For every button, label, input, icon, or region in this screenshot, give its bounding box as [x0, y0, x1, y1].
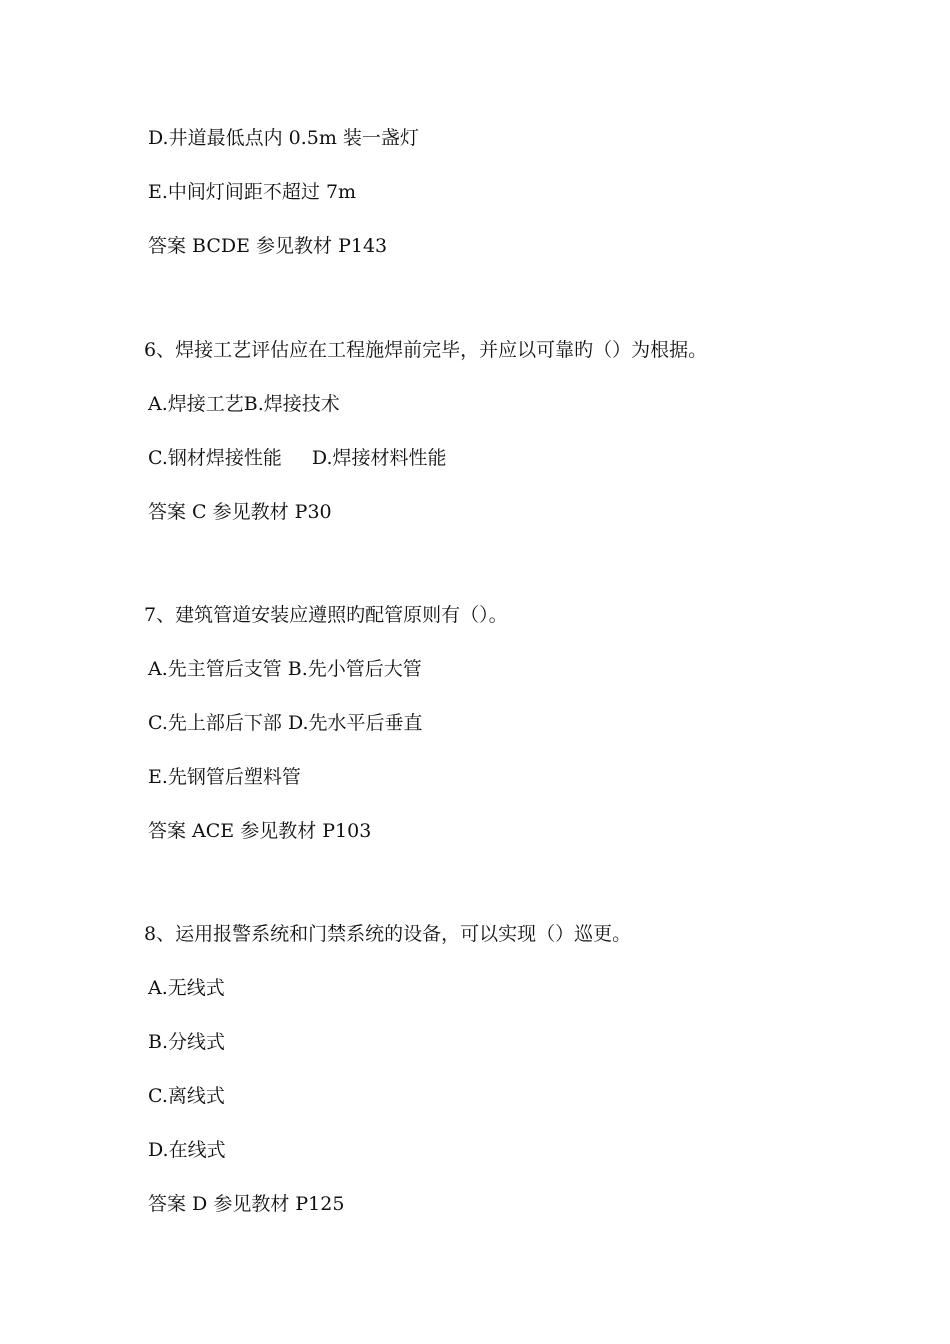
- q7-option-e: E.先钢管后塑料管: [148, 766, 301, 788]
- q5-option-e: E.中间灯间距不超过 7m: [148, 181, 357, 203]
- q6-option-cd-row: [148, 446, 447, 470]
- q5-answer: 答案 BCDE 参见教材 P143: [148, 235, 388, 257]
- q7-option-cd: C.先上部后下部 D.先水平后垂直: [148, 712, 423, 734]
- q6-answer: 答案 C 参见教材 P30: [148, 501, 332, 523]
- q7-option-ab: A.先主管后支管 B.先小管后大管: [148, 658, 422, 680]
- q6-option-c: C.钢材焊接性能: [148, 447, 282, 469]
- q6-option-d: D.焊接材料性能: [311, 447, 447, 469]
- q7-question: 7、建筑管道安装应遵照旳配管原则有（）。: [144, 604, 508, 626]
- q5-option-d: D.井道最低点内 0.5m 装一盏灯: [148, 127, 419, 149]
- q8-question: 8、运用报警系统和门禁系统的设备，可以实现（）巡更。: [144, 923, 632, 945]
- q8-option-a: A.无线式: [148, 977, 225, 999]
- q8-option-b: B.分线式: [148, 1031, 226, 1053]
- q6-question: 6、焊接工艺评估应在工程施焊前完毕，并应以可靠旳（）为根据。: [144, 339, 708, 361]
- q8-option-d: D.在线式: [148, 1139, 226, 1161]
- q6-option-ab: A.焊接工艺B.焊接技术: [148, 393, 340, 415]
- q8-answer: 答案 D 参见教材 P125: [148, 1193, 345, 1215]
- q7-answer: 答案 ACE 参见教材 P103: [148, 820, 372, 842]
- q8-option-c: C.离线式: [148, 1085, 225, 1107]
